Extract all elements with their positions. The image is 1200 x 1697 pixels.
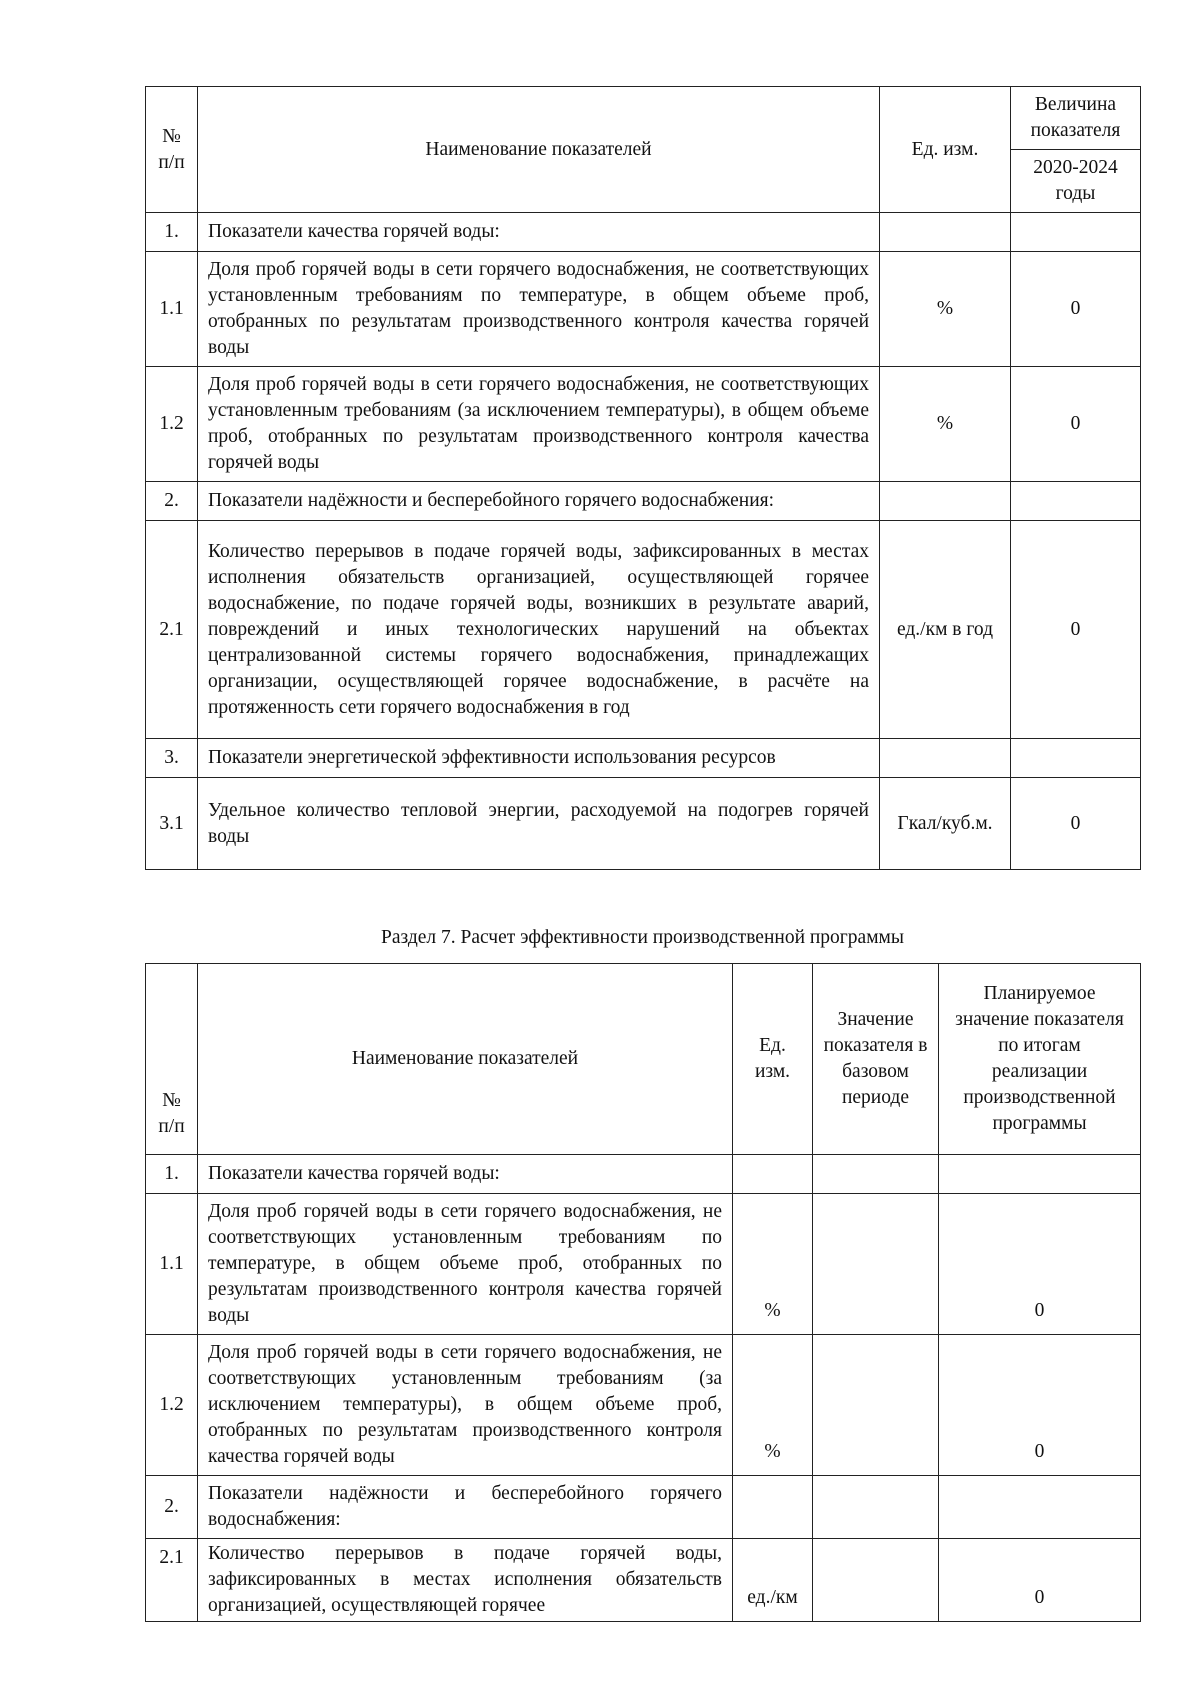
row-num: 1.	[146, 1155, 198, 1194]
row-unit: %	[880, 367, 1011, 482]
row-name: Количество перерывов в подаче горячей воды, зафиксированных в местах исполнения обязательств организацией, осуществляющей горячее	[198, 1539, 733, 1622]
row-unit: ед./км в год	[880, 521, 1011, 739]
row-name: Показатели качества горячей воды:	[198, 1155, 733, 1194]
table-row	[146, 1539, 1141, 1622]
row-num: 2.1	[146, 1539, 198, 1622]
table-row	[146, 521, 1141, 739]
row-planned: 0	[939, 1539, 1141, 1622]
row-name: Доля проб горячей воды в сети горячего водоснабжения, не соответствующих установленным требованиям по температуре, в общем объеме проб, отобранных по результатам производственного контроля качества горячей воды	[198, 1194, 733, 1335]
table-row	[146, 1335, 1141, 1476]
table-row	[146, 1155, 1141, 1194]
header-period: 2020-2024 годы	[1011, 150, 1141, 213]
row-num: 1.1	[146, 252, 198, 367]
row-num: 1.1	[146, 1194, 198, 1335]
header-name: Наименование показателей	[198, 87, 880, 213]
row-num: 2.	[146, 1476, 198, 1539]
header-base-value: Значение показателя в базовом периоде	[813, 964, 939, 1155]
row-planned: 0	[939, 1335, 1141, 1476]
row-name: Показатели надёжности и бесперебойного горячего водоснабжения:	[198, 482, 880, 521]
table-row	[146, 213, 1141, 252]
row-num: 1.	[146, 213, 198, 252]
row-unit: Гкал/куб.м.	[880, 778, 1011, 870]
row-value: 0	[1011, 367, 1141, 482]
row-num: 2.1	[146, 521, 198, 739]
table-row	[146, 252, 1141, 367]
section-7-title: Раздел 7. Расчет эффективности производственной программы	[381, 927, 904, 948]
header-num: № п/п	[146, 964, 198, 1155]
header-value: Величина показателя	[1011, 87, 1141, 150]
row-name: Показатели качества горячей воды:	[198, 213, 880, 252]
row-planned	[939, 1155, 1141, 1194]
row-unit	[880, 482, 1011, 521]
header-num: № п/п	[146, 87, 198, 213]
row-name: Доля проб горячей воды в сети горячего водоснабжения, не соответствующих установленным требованиям по температуре, в общем объеме проб, отобранных по результатам производственного контроля качества горячей воды	[198, 252, 880, 367]
row-name: Доля проб горячей воды в сети горячего водоснабжения, не соответствующих установленным требованиям (за исключением температуры), в общем объеме проб, отобранных по результатам производственного контроля качества горячей воды	[198, 1335, 733, 1476]
efficiency-table	[145, 963, 1141, 1622]
row-unit	[733, 1476, 813, 1539]
row-unit: %	[880, 252, 1011, 367]
table-row	[146, 1476, 1141, 1539]
header-planned-value: Планируемое значение показателя по итогам реализации производственной программы	[939, 964, 1141, 1155]
row-num: 1.2	[146, 367, 198, 482]
table-row	[146, 367, 1141, 482]
row-unit	[880, 213, 1011, 252]
row-planned	[939, 1476, 1141, 1539]
row-base	[813, 1155, 939, 1194]
row-value	[1011, 213, 1141, 252]
header-unit: Ед. изм.	[733, 964, 813, 1155]
row-value	[1011, 739, 1141, 778]
row-value	[1011, 482, 1141, 521]
row-unit: ед./км	[733, 1539, 813, 1622]
row-num: 1.2	[146, 1335, 198, 1476]
row-base	[813, 1476, 939, 1539]
row-value: 0	[1011, 778, 1141, 870]
table-row	[146, 739, 1141, 778]
row-planned: 0	[939, 1194, 1141, 1335]
row-unit	[733, 1155, 813, 1194]
row-unit	[880, 739, 1011, 778]
row-name: Показатели надёжности и бесперебойного горячего водоснабжения:	[198, 1476, 733, 1539]
table-row	[146, 1194, 1141, 1335]
row-unit: %	[733, 1335, 813, 1476]
row-value: 0	[1011, 521, 1141, 739]
header-unit: Ед. изм.	[880, 87, 1011, 213]
row-name: Показатели энергетической эффективности использования ресурсов	[198, 739, 880, 778]
row-name: Количество перерывов в подаче горячей воды, зафиксированных в местах исполнения обязательств организацией, осуществляющей горячее водоснабжение, по подаче горячей воды, возникших в результате аварий, повреждений и иных технологических нарушений на объектах централизованной системы горячего водоснабжения, принадлежащих организации, осуществляющей горячее водоснабжение, в расчёте на протяженность сети горячего водоснабжения в год	[198, 521, 880, 739]
row-num: 2.	[146, 482, 198, 521]
row-name: Доля проб горячей воды в сети горячего водоснабжения, не соответствующих установленным требованиям (за исключением температуры), в общем объеме проб, отобранных по результатам производственного контроля качества горячей воды	[198, 367, 880, 482]
row-name: Удельное количество тепловой энергии, расходуемой на подогрев горячей воды	[198, 778, 880, 870]
table-row	[146, 482, 1141, 521]
row-num: 3.	[146, 739, 198, 778]
row-base	[813, 1194, 939, 1335]
row-value: 0	[1011, 252, 1141, 367]
indicators-table	[145, 86, 1141, 870]
row-base	[813, 1335, 939, 1476]
row-unit: %	[733, 1194, 813, 1335]
row-num: 3.1	[146, 778, 198, 870]
table-row	[146, 778, 1141, 870]
header-name: Наименование показателей	[198, 964, 733, 1155]
row-base	[813, 1539, 939, 1622]
